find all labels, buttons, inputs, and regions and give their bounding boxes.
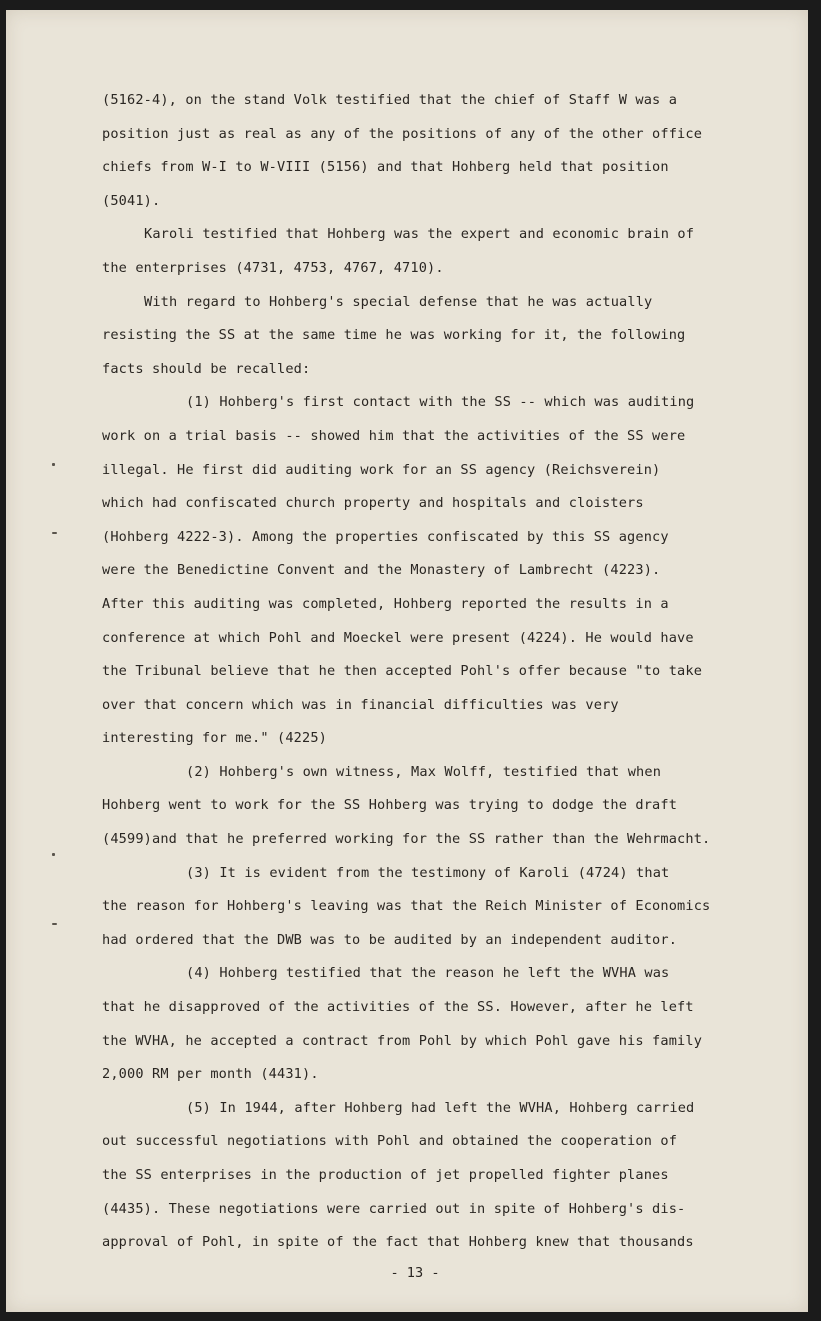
text-line: which had confiscated church property and hospitals and cloisters — [102, 495, 644, 512]
text-line: position just as real as any of the positions of any of the other office — [102, 125, 703, 142]
text-line: (5041). — [102, 192, 161, 209]
text-line: (2) Hohberg's own witness, Max Wolff, testified that when — [186, 763, 662, 780]
text-line: approval of Pohl, in spite of the fact that Hohberg knew that thousands — [102, 1234, 694, 1251]
text-line: interesting for me." (4225) — [102, 730, 328, 747]
text-line: the enterprises (4731, 4753, 4767, 4710). — [102, 259, 444, 276]
text-line: illegal. He first did auditing work for an SS agency (Reichsverein) — [102, 461, 661, 478]
text-line: were the Benedictine Convent and the Monastery of Lambrecht (4223). — [102, 562, 661, 579]
text-line: (5) In 1944, after Hohberg had left the WVHA, Hohberg carried — [186, 1099, 695, 1116]
page-number: - 13 - — [390, 1265, 440, 1281]
text-line: (4599)and that he preferred working for the SS rather than the Wehrmacht. — [102, 831, 711, 848]
text-line: (5162-4), on the stand Volk testified that the chief of Staff W was a — [102, 92, 678, 108]
text-line: (3) It is evident from the testimony of Karoli (4724) that — [186, 864, 670, 881]
text-line: work on a trial basis -- showed him that the activities of the SS were — [102, 427, 686, 444]
margin-mark — [52, 463, 55, 466]
text-line: conference at which Pohl and Moeckel were present (4224). He would have — [102, 629, 694, 646]
text-line: With regard to Hohberg's special defense that he was actually — [144, 293, 653, 310]
document-body — [102, 84, 732, 1260]
text-line: Hohberg went to work for the SS Hohberg was trying to dodge the draft — [102, 797, 678, 814]
text-line: the Tribunal believe that he then accepted Pohl's offer because "to take — [102, 663, 703, 680]
text-line: over that concern which was in financial difficulties was very — [102, 696, 619, 713]
text-line: that he disapproved of the activities of the SS. However, after he left — [102, 999, 694, 1016]
text-line: Karoli testified that Hohberg was the expert and economic brain of — [144, 226, 695, 243]
text-line: facts should be recalled: — [102, 360, 311, 377]
text-line: After this auditing was completed, Hohberg reported the results in a — [102, 595, 669, 612]
text-line: (1) Hohberg's first contact with the SS -- which was auditing — [186, 394, 695, 411]
text-line: the WVHA, he accepted a contract from Pohl by which Pohl gave his family — [102, 1032, 703, 1049]
text-line: (4435). These negotiations were carried out in spite of Hohberg's dis- — [102, 1200, 686, 1217]
margin-mark — [52, 532, 57, 534]
text-line: out successful negotiations with Pohl and obtained the cooperation of — [102, 1133, 678, 1150]
text-line: chiefs from W-I to W-VIII (5156) and that Hohberg held that position — [102, 159, 669, 176]
margin-mark — [52, 853, 55, 856]
text-line: the reason for Hohberg's leaving was that the Reich Minister of Economics — [102, 898, 711, 915]
text-line: (4) Hohberg testified that the reason he left the WVHA was — [186, 965, 670, 982]
text-line: (Hohberg 4222-3). Among the properties confiscated by this SS agency — [102, 528, 669, 545]
document-page — [6, 10, 808, 1312]
text-line: had ordered that the DWB was to be audited by an independent auditor. — [102, 931, 678, 948]
text-line: 2,000 RM per month (4431). — [102, 1066, 319, 1083]
text-line: resisting the SS at the same time he was working for it, the following — [102, 327, 686, 344]
margin-mark — [52, 923, 57, 925]
text-line: the SS enterprises in the production of jet propelled fighter planes — [102, 1167, 669, 1183]
